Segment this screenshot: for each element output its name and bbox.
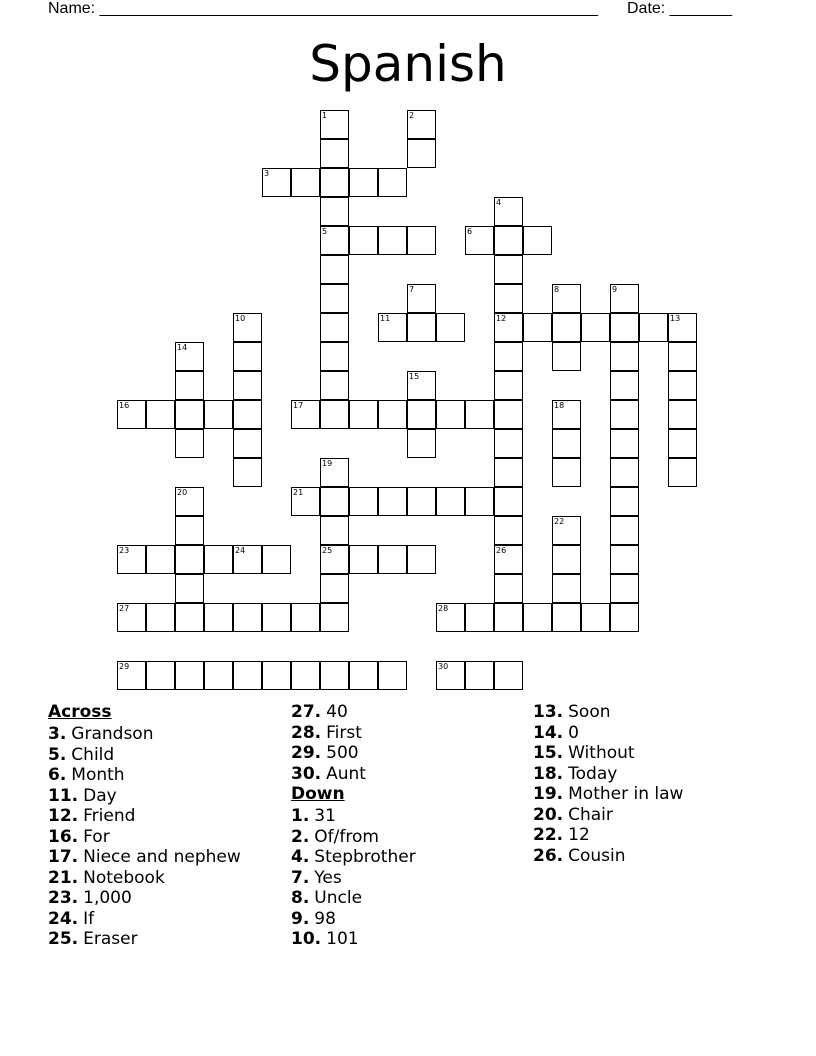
across-clue-list-continued (291, 702, 416, 784)
clue-number: 18. (533, 763, 564, 784)
clue-text: Child (71, 744, 115, 765)
clue-number: 12. (48, 806, 79, 826)
clue-text: Friend (83, 806, 136, 826)
clue-item (533, 805, 683, 825)
clue-text: Niece and nephew (83, 847, 241, 867)
clue-number-label: 19 (322, 459, 333, 468)
clue-item (48, 745, 241, 765)
grid-cell[interactable] (581, 313, 610, 342)
clue-item (291, 723, 416, 743)
grid-cell[interactable] (494, 661, 523, 690)
grid-cell[interactable] (349, 168, 378, 197)
grid-cell[interactable] (552, 603, 581, 632)
grid-cell[interactable] (349, 545, 378, 574)
grid-cell[interactable] (233, 661, 262, 690)
clue-text: Uncle (314, 888, 363, 908)
grid-cell[interactable] (378, 226, 407, 255)
grid-cell[interactable] (175, 487, 204, 516)
clue-item (48, 724, 241, 744)
clue-number-label: 8 (554, 285, 560, 294)
grid-cell[interactable] (204, 603, 233, 632)
down-heading: Down (291, 784, 345, 804)
clue-text: 1,000 (83, 888, 132, 908)
grid-cell[interactable] (378, 168, 407, 197)
grid-cell[interactable] (320, 168, 349, 197)
clue-item (48, 888, 241, 908)
clue-item (291, 909, 416, 929)
grid-cell[interactable] (175, 574, 204, 603)
clue-text: 0 (568, 722, 579, 743)
puzzle-title: Spanish (309, 35, 507, 93)
grid-cell[interactable] (320, 603, 349, 632)
clue-item (291, 868, 416, 888)
grid-cell[interactable] (117, 400, 146, 429)
clue-text: Stepbrother (314, 847, 416, 867)
grid-cell[interactable] (668, 342, 697, 371)
clue-number-label: 9 (612, 285, 618, 294)
grid-cell[interactable] (320, 284, 349, 313)
grid-cell[interactable] (552, 574, 581, 603)
clue-number-label: 21 (293, 488, 304, 497)
grid-cell[interactable] (523, 603, 552, 632)
grid-cell[interactable] (320, 458, 349, 487)
clue-text: 101 (326, 929, 359, 949)
grid-cell[interactable] (378, 545, 407, 574)
across-clue-list (48, 724, 241, 949)
clue-item (533, 723, 683, 743)
clue-number-label: 24 (235, 546, 246, 555)
grid-cell[interactable] (610, 400, 639, 429)
grid-cell[interactable] (407, 313, 436, 342)
clue-item (48, 868, 241, 888)
grid-cell[interactable] (320, 516, 349, 545)
clue-text: 98 (314, 908, 336, 929)
clue-number: 6. (48, 765, 67, 785)
clue-number-label: 26 (496, 546, 507, 555)
clue-number-label: 5 (322, 227, 328, 236)
grid-cell[interactable] (175, 371, 204, 400)
grid-cell[interactable] (610, 458, 639, 487)
grid-cell[interactable] (523, 226, 552, 255)
clue-number: 19. (533, 784, 564, 804)
clue-number: 5. (48, 744, 67, 765)
grid-cell[interactable] (581, 603, 610, 632)
grid-cell[interactable] (320, 661, 349, 690)
grid-cell[interactable] (436, 661, 465, 690)
grid-cell[interactable] (668, 429, 697, 458)
grid-cell[interactable] (233, 400, 262, 429)
clue-text: 40 (326, 702, 348, 722)
grid-cell[interactable] (494, 284, 523, 313)
across-heading: Across (48, 702, 112, 722)
clue-number-label: 23 (119, 546, 130, 555)
clue-number: 26. (533, 845, 564, 866)
clue-text: Aunt (326, 763, 366, 784)
grid-cell[interactable] (465, 603, 494, 632)
clue-number: 24. (48, 908, 79, 929)
grid-cell[interactable] (494, 603, 523, 632)
clue-item (291, 827, 416, 847)
clue-number-label: 18 (554, 401, 565, 410)
grid-cell[interactable] (407, 545, 436, 574)
grid-cell[interactable] (204, 545, 233, 574)
grid-cell[interactable] (233, 545, 262, 574)
grid-cell[interactable] (436, 487, 465, 516)
clue-number-label: 4 (496, 198, 502, 207)
clue-item (533, 825, 683, 845)
grid-cell[interactable] (175, 603, 204, 632)
clue-number: 9. (291, 908, 310, 929)
grid-cell[interactable] (610, 516, 639, 545)
clue-item (48, 765, 241, 785)
clue-number: 27. (291, 702, 322, 722)
grid-cell[interactable] (552, 313, 581, 342)
grid-cell[interactable] (262, 168, 291, 197)
grid-cell[interactable] (436, 603, 465, 632)
grid-cell[interactable] (407, 226, 436, 255)
grid-cell[interactable] (175, 429, 204, 458)
grid-cell[interactable] (610, 487, 639, 516)
clue-number-label: 14 (177, 343, 188, 352)
grid-cell[interactable] (668, 313, 697, 342)
clue-number: 28. (291, 722, 322, 743)
grid-cell[interactable] (262, 545, 291, 574)
clue-text: 12 (568, 825, 590, 845)
clue-number-label: 1 (322, 111, 328, 120)
grid-cell[interactable] (436, 313, 465, 342)
grid-cell[interactable] (494, 342, 523, 371)
grid-cell[interactable] (175, 400, 204, 429)
grid-cell[interactable] (233, 371, 262, 400)
grid-cell[interactable] (117, 603, 146, 632)
clue-text: 500 (326, 743, 359, 763)
grid-cell[interactable] (465, 400, 494, 429)
clue-number: 25. (48, 929, 79, 949)
clue-number: 4. (291, 847, 310, 867)
grid-cell[interactable] (204, 661, 233, 690)
clue-text: Without (568, 743, 635, 763)
clue-number: 3. (48, 724, 67, 744)
grid-cell[interactable] (552, 516, 581, 545)
grid-cell[interactable] (552, 400, 581, 429)
clue-number-label: 15 (409, 372, 420, 381)
grid-cell[interactable] (175, 516, 204, 545)
clue-item (48, 847, 241, 867)
grid-cell[interactable] (610, 574, 639, 603)
clue-number-label: 3 (264, 169, 270, 178)
grid-cell[interactable] (407, 400, 436, 429)
clue-text: Mother in law (568, 784, 684, 804)
grid-cell[interactable] (494, 429, 523, 458)
grid-cell[interactable] (610, 284, 639, 313)
clue-text: Grandson (71, 724, 154, 744)
clue-number: 11. (48, 785, 79, 806)
grid-cell[interactable] (233, 458, 262, 487)
clue-text: If (83, 908, 95, 929)
grid-cell[interactable] (349, 226, 378, 255)
grid-cell[interactable] (175, 661, 204, 690)
clue-number: 30. (291, 763, 322, 784)
grid-cell[interactable] (639, 313, 668, 342)
clue-item (291, 743, 416, 763)
down-clue-list (291, 806, 416, 949)
clue-number: 1. (291, 806, 310, 826)
grid-cell[interactable] (378, 487, 407, 516)
clue-number: 14. (533, 722, 564, 743)
clue-number: 16. (48, 826, 79, 847)
grid-cell[interactable] (494, 574, 523, 603)
grid-cell[interactable] (552, 458, 581, 487)
clue-number-label: 25 (322, 546, 333, 555)
clue-number: 17. (48, 847, 79, 867)
grid-cell[interactable] (494, 545, 523, 574)
clue-number-label: 2 (409, 111, 415, 120)
down-clue-list-continued (533, 702, 683, 866)
grid-cell[interactable] (291, 400, 320, 429)
grid-cell[interactable] (320, 487, 349, 516)
grid-cell[interactable] (610, 342, 639, 371)
grid-cell[interactable] (407, 487, 436, 516)
grid-cell[interactable] (407, 110, 436, 139)
clue-text: Soon (568, 702, 611, 722)
grid-cell[interactable] (407, 429, 436, 458)
grid-cell[interactable] (262, 603, 291, 632)
grid-cell[interactable] (494, 197, 523, 226)
clue-number-label: 27 (119, 604, 130, 613)
grid-cell[interactable] (465, 487, 494, 516)
grid-cell[interactable] (552, 545, 581, 574)
grid-cell[interactable] (494, 400, 523, 429)
grid-cell[interactable] (146, 603, 175, 632)
clue-item (533, 702, 683, 722)
grid-cell[interactable] (523, 313, 552, 342)
clue-text: Chair (568, 804, 613, 825)
grid-cell[interactable] (175, 545, 204, 574)
clue-item (291, 806, 416, 826)
clue-item (48, 909, 241, 929)
grid-cell[interactable] (494, 255, 523, 284)
grid-cell[interactable] (610, 371, 639, 400)
clue-number-label: 12 (496, 314, 507, 323)
clue-number: 7. (291, 867, 310, 888)
clue-item (48, 827, 241, 847)
clue-item (291, 847, 416, 867)
grid-cell[interactable] (146, 545, 175, 574)
clue-number: 20. (533, 804, 564, 825)
grid-cell[interactable] (233, 342, 262, 371)
clue-text: For (83, 826, 110, 847)
clues-column-3 (533, 702, 683, 866)
clue-number-label: 7 (409, 285, 415, 294)
grid-cell[interactable] (494, 516, 523, 545)
clue-number: 8. (291, 888, 310, 908)
grid-cell[interactable] (407, 371, 436, 400)
grid-cell[interactable] (494, 487, 523, 516)
date-field-label: Date: _______ (627, 0, 732, 17)
clue-number: 23. (48, 888, 79, 908)
grid-cell[interactable] (320, 255, 349, 284)
clue-number: 2. (291, 826, 310, 847)
clue-text: Notebook (83, 867, 165, 888)
clue-number-label: 6 (467, 227, 473, 236)
grid-cell[interactable] (146, 661, 175, 690)
clue-number-label: 29 (119, 662, 130, 671)
grid-cell[interactable] (204, 400, 233, 429)
grid-cell[interactable] (320, 313, 349, 342)
grid-cell[interactable] (436, 400, 465, 429)
clue-number: 29. (291, 743, 322, 763)
grid-cell[interactable] (378, 400, 407, 429)
clue-text: Day (83, 785, 117, 806)
grid-cell[interactable] (233, 313, 262, 342)
clue-text: 31 (314, 806, 336, 826)
grid-cell[interactable] (668, 371, 697, 400)
grid-cell[interactable] (349, 487, 378, 516)
clue-number-label: 13 (670, 314, 681, 323)
grid-cell[interactable] (117, 661, 146, 690)
clue-number: 15. (533, 743, 564, 763)
grid-cell[interactable] (378, 661, 407, 690)
grid-cell[interactable] (320, 400, 349, 429)
grid-cell[interactable] (552, 429, 581, 458)
grid-cell[interactable] (320, 545, 349, 574)
grid-cell[interactable] (610, 429, 639, 458)
clue-number: 21. (48, 867, 79, 888)
clue-item (291, 888, 416, 908)
grid-cell[interactable] (610, 603, 639, 632)
clue-number: 13. (533, 702, 564, 722)
grid-cell[interactable] (610, 545, 639, 574)
clue-item (533, 784, 683, 804)
grid-cell[interactable] (320, 139, 349, 168)
clue-text: Eraser (83, 929, 138, 949)
grid-cell[interactable] (233, 429, 262, 458)
clue-item (48, 806, 241, 826)
grid-cell[interactable] (320, 342, 349, 371)
clue-item (48, 786, 241, 806)
grid-cell[interactable] (494, 371, 523, 400)
clue-number-label: 17 (293, 401, 304, 410)
grid-cell[interactable] (552, 284, 581, 313)
name-field-label: Name: ________________________________________________________ (48, 0, 598, 17)
clue-number-label: 16 (119, 401, 130, 410)
clue-item (533, 846, 683, 866)
clue-text: First (326, 722, 362, 743)
clue-item (48, 929, 241, 949)
grid-cell[interactable] (291, 487, 320, 516)
grid-cell[interactable] (320, 574, 349, 603)
clue-text: Yes (314, 867, 342, 888)
grid-cell[interactable] (552, 342, 581, 371)
grid-cell[interactable] (320, 110, 349, 139)
grid-cell[interactable] (465, 226, 494, 255)
grid-cell[interactable] (349, 661, 378, 690)
grid-cell[interactable] (494, 458, 523, 487)
grid-cell[interactable] (668, 400, 697, 429)
grid-cell[interactable] (117, 545, 146, 574)
grid-cell[interactable] (494, 313, 523, 342)
grid-cell[interactable] (291, 168, 320, 197)
clues-column-1 (48, 702, 241, 950)
clue-item (291, 764, 416, 784)
clue-item (533, 743, 683, 763)
clue-item (291, 929, 416, 949)
clue-number-label: 22 (554, 517, 565, 526)
grid-cell[interactable] (262, 661, 291, 690)
clue-number-label: 30 (438, 662, 449, 671)
clue-item (291, 702, 416, 722)
clue-number: 22. (533, 825, 564, 845)
grid-cell[interactable] (668, 458, 697, 487)
clues-column-2 (291, 702, 416, 950)
grid-cell[interactable] (291, 603, 320, 632)
grid-cell[interactable] (175, 342, 204, 371)
clue-number-label: 28 (438, 604, 449, 613)
grid-cell[interactable] (320, 371, 349, 400)
grid-cell[interactable] (291, 661, 320, 690)
clue-text: Of/from (314, 826, 379, 847)
clue-number: 10. (291, 929, 322, 949)
grid-cell[interactable] (146, 400, 175, 429)
grid-cell[interactable] (407, 139, 436, 168)
clue-text: Today (568, 763, 618, 784)
clue-number-label: 20 (177, 488, 188, 497)
clue-text: Month (71, 765, 125, 785)
clue-number-label: 10 (235, 314, 246, 323)
clue-number-label: 11 (380, 314, 391, 323)
grid-cell[interactable] (320, 226, 349, 255)
clue-item (533, 764, 683, 784)
grid-cell[interactable] (494, 226, 523, 255)
grid-cell[interactable] (320, 197, 349, 226)
grid-cell[interactable] (465, 661, 494, 690)
grid-cell[interactable] (233, 603, 262, 632)
grid-cell[interactable] (349, 400, 378, 429)
grid-cell[interactable] (407, 284, 436, 313)
grid-cell[interactable] (378, 313, 407, 342)
grid-cell[interactable] (610, 313, 639, 342)
clue-text: Cousin (568, 845, 626, 866)
